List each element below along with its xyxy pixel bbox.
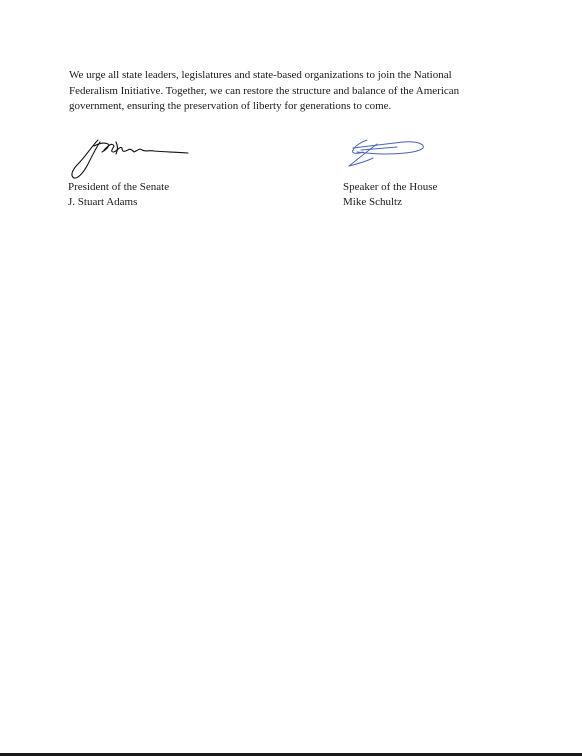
signer-title: Speaker of the House — [343, 181, 438, 193]
signer-name: Mike Schultz — [343, 196, 402, 208]
signature-block-senate-president — [68, 136, 193, 210]
body-paragraph: We urge all state leaders, legislatures and state-based organizations to join the National Federalism Initiative. Together, we can restore the structure and balance of the American government, ensuring the preservation of liberty for generations to come. — [69, 69, 460, 112]
handwritten-signature-adams — [68, 136, 193, 180]
signer-title: President of the Senate — [68, 181, 170, 193]
signature-block-house-speaker — [343, 136, 437, 210]
body-paragraph-container — [69, 68, 499, 115]
handwritten-signature-schultz — [343, 136, 433, 172]
signer-name: J. Stuart Adams — [68, 196, 138, 208]
